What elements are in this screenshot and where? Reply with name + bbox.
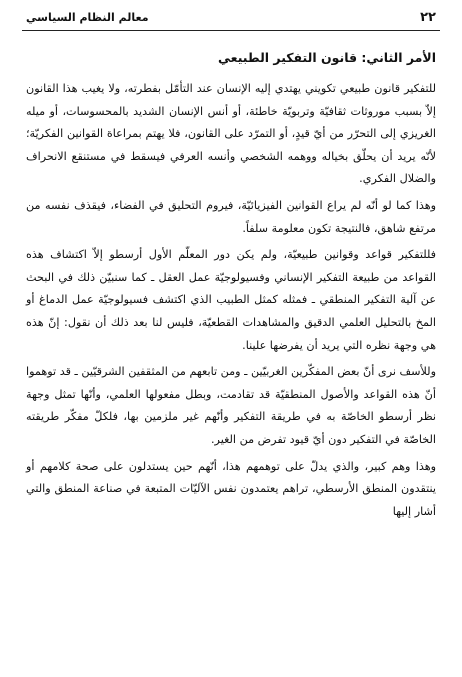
paragraph-3: فللتفكير قواعد وقوانين طبيعيّة، ولم يكن دور المعلّم الأول أرسطو إلاّ اكتشاف هذه القواعد من طبيعة التفكير الإنساني وفسيولوجيّة عمل العقل ـ كما سنبيّن ذلك في البحث عن آلية التفكير المنطقي ـ فمثله كمثل الطبيب الذي اكتشف فسيولوجيّة عمل الدماغ أو المخ بالتحليل العلمي الدقيق والمشاهدات القطعيّة، فليس لنا بعد ذلك أن نقول: إنّ هذه هي وجهة نظره التي يريد أن يفرضها علينا. xyxy=(26,248,436,352)
paragraph-2: وهذا كما لو أنّه لم يراع القوانين الفيزيائيّة، فيروم التحليق في الفضاء، فيقذف نفسه من مرتفع شاهق، فالنتيجة تكون معلومة سلفاً. xyxy=(26,198,436,235)
section-heading: الأمر الثاني: قانون التفكير الطبيعي xyxy=(218,50,436,65)
paragraph-1: للتفكير قانون طبيعي تكويني يهتدي إليه الإنسان عند التأمّل بفطرته، ولا يغيب هذا القانون إلاّ بسبب موروثات ثقافيّة وتربويّة خاطئة، أو أنس الإنسان الشديد بالمحسوسات، أو ميله الغريزي إلى التحرّر من أيّ قيدٍ، أو التمرّد على القانون، فلا يهتم بمراعاة القوانين الفكريّة؛ لأنّه يريد أن يحلّق بخياله ووهمه الشخصي وأنسه العرفي فيسقط في مستنقع الانحراف والضلال الفكري. xyxy=(26,82,436,186)
running-title: معالم النظام السياسي xyxy=(26,11,149,24)
page-header xyxy=(22,8,440,31)
page-number: ٢٢ xyxy=(420,10,436,25)
paragraph-4: وللأسف نرى أنّ بعض المفكّرين الغربيّين ـ ومن تابعهم من المثقفين الشرقيّين ـ قد توهموا أنّ هذه القواعد والأصول المنطقيّة قد تقادمت، وبطل مفعولها العلمي، وأنّها تمثل وجهة نظر أرسطو الخاصّة به في طريقة التفكير وأنّهم غير ملزمين بها، فلكلّ مفكّر طريقته الخاصّة في التفكير دون أيّ قيود تفرض من الغير. xyxy=(26,365,436,446)
page-body xyxy=(26,48,436,527)
paragraph-5: وهذا وهم كبير، والذي يدلّ على توهمهم هذا، أنّهم حين يستدلون على صحة كلامهم أو ينتقدون المنطق الأرسطي، تراهم يعتمدون نفس الآليّات المتبعة في صناعة المنطق والتي أشار إليها xyxy=(26,459,436,518)
